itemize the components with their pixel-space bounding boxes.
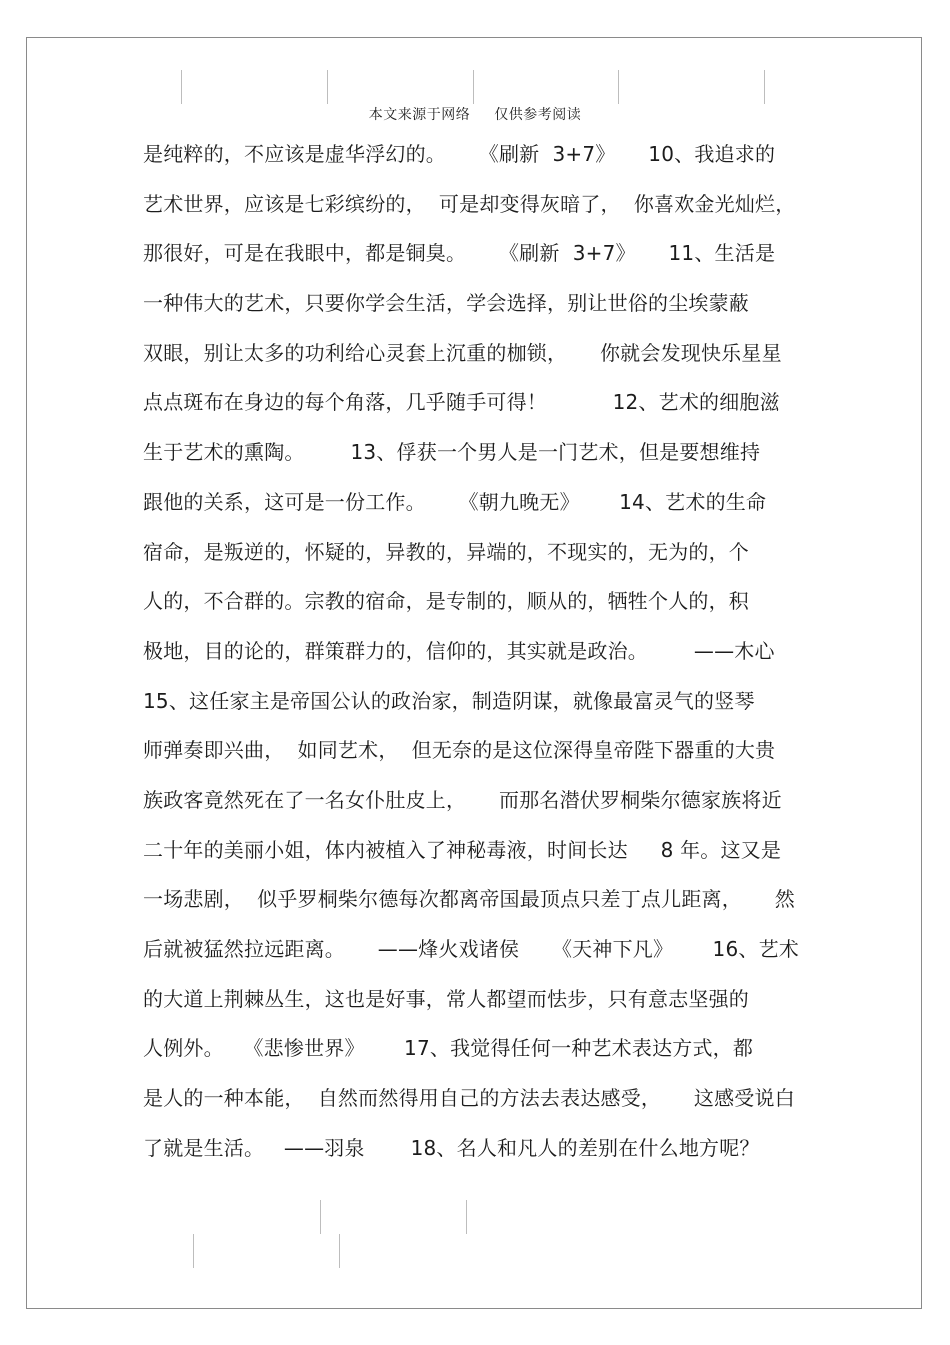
text-line: 后就被猛然拉远距离。 ——烽火戏诸侯 《天神下凡》 16、艺术 xyxy=(143,937,799,961)
source-note-left: 本文来源于网络 xyxy=(368,107,471,123)
text-line: 是纯粹的，不应该是虚华浮幻的。 《刷新 3+7》 10、我追求的 xyxy=(143,142,776,166)
source-note xyxy=(0,104,950,124)
top-divider-tick-2 xyxy=(327,70,328,104)
text-line: 双眼，别让太多的功利给心灵套上沉重的枷锁， 你就会发现快乐星星 xyxy=(143,340,782,365)
text-line: 宿命，是叛逆的，怀疑的，异教的，异端的，不现实的，无为的，个 xyxy=(143,539,749,564)
top-divider-tick-1 xyxy=(181,70,182,104)
text-line: 一场悲剧， 似乎罗桐柴尔德每次都离帝国最顶点只差丁点儿距离， 然 xyxy=(143,887,795,912)
text-line: 二十年的美丽小姐，体内被植入了神秘毒液，时间长达 8 年。这又是 xyxy=(143,837,782,862)
text-line: 那很好，可是在我眼中，都是铜臭。 《刷新 3+7》 11、生活是 xyxy=(143,241,776,266)
text-line: 人例外。 《悲惨世界》 17、我觉得任何一种艺术表达方式，都 xyxy=(143,1036,754,1061)
top-divider-tick-5 xyxy=(764,70,765,104)
text-line: 师弹奏即兴曲， 如同艺术， 但无奈的是这位深得皇帝陛下器重的大贵 xyxy=(143,738,776,763)
top-divider-tick-4 xyxy=(618,70,619,104)
text-line: 族政客竟然死在了一名女仆肚皮上， 而那名潜伏罗桐柴尔德家族将近 xyxy=(143,787,782,812)
text-line: 点点斑布在身边的每个角落，几乎随手可得！ 12、艺术的细胞滋 xyxy=(143,390,780,415)
text-line: 的大道上荆棘丛生，这也是好事，常人都望而怯步，只有意志坚强的 xyxy=(143,986,749,1011)
bottom-divider-tick-1 xyxy=(320,1200,321,1234)
text-line: 15、这任家主是帝国公认的政治家，制造阴谋，就像最富灵气的竖琴 xyxy=(143,688,755,713)
text-line: 极地，目的论的，群策群力的，信仰的，其实就是政治。 ——木心 xyxy=(143,638,775,663)
top-divider-tick-3 xyxy=(473,70,474,104)
bottom-divider-tick-3 xyxy=(193,1234,194,1268)
text-line: 是人的一种本能， 自然而然得用自己的方法去表达感受， 这感受说白 xyxy=(143,1086,795,1111)
text-line: 了就是生活。 ——羽泉 18、名人和凡人的差别在什么地方呢？ xyxy=(143,1135,760,1160)
text-line: 艺术世界，应该是七彩缤纷的， 可是却变得灰暗了， 你喜欢金光灿烂， xyxy=(143,191,796,216)
text-line: 生于艺术的熏陶。 13、俘获一个男人是一门艺术，但是要想维持 xyxy=(143,440,761,465)
source-note-right: 仅供参考阅读 xyxy=(494,107,582,123)
text-line: 跟他的关系，这可是一份工作。 《朝九晚无》 14、艺术的生命 xyxy=(143,489,767,514)
bottom-divider-tick-2 xyxy=(466,1200,467,1234)
text-line: 一种伟大的艺术，只要你学会生活，学会选择，别让世俗的尘埃蒙蔽 xyxy=(143,291,749,316)
bottom-divider-tick-4 xyxy=(339,1234,340,1268)
article-body xyxy=(143,130,823,1173)
text-line: 人的，不合群的。宗教的宿命，是专制的，顺从的，牺牲个人的，积 xyxy=(143,589,749,614)
